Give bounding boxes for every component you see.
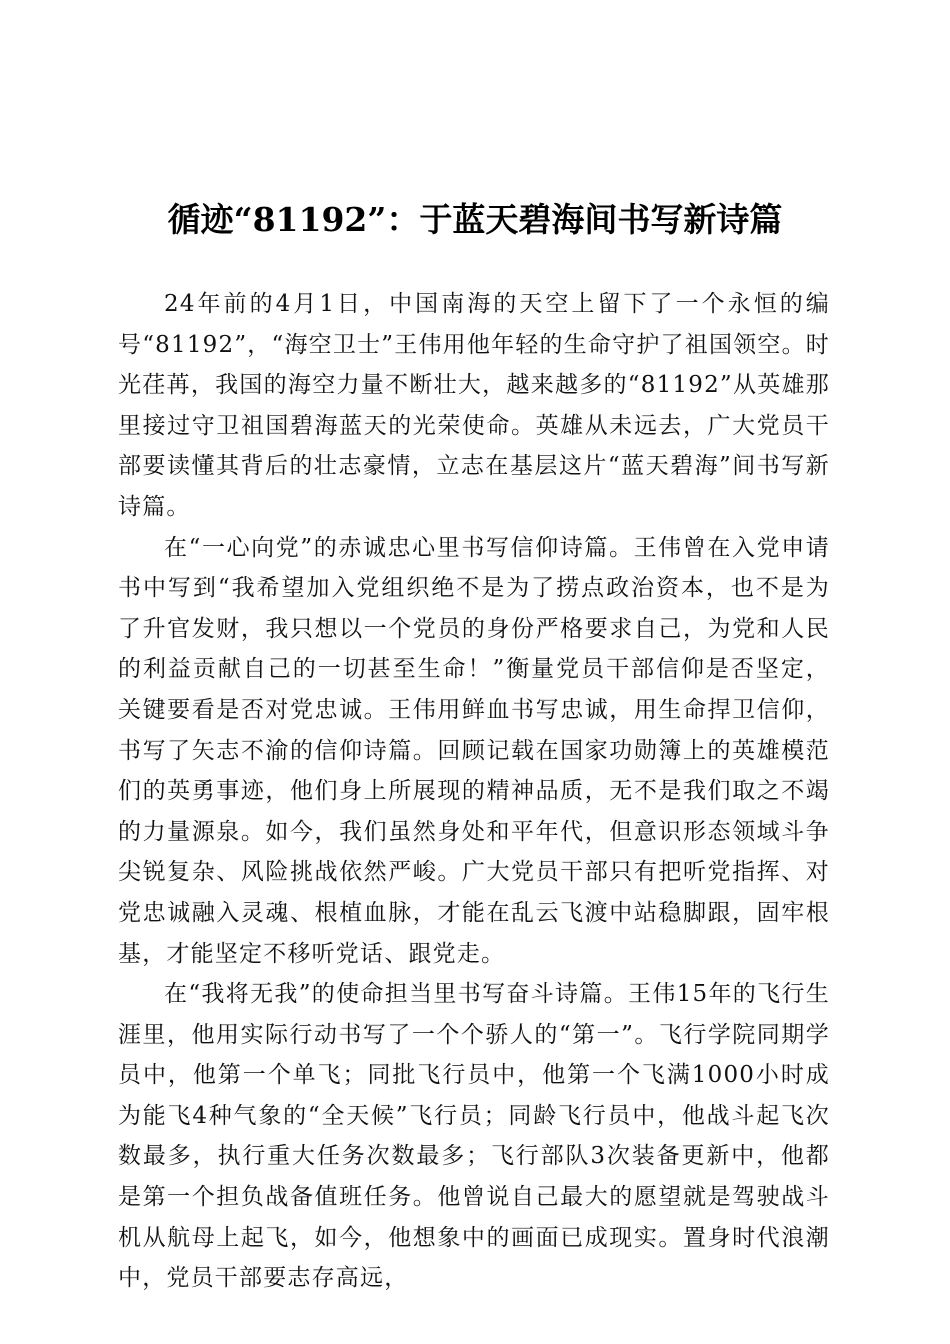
paragraph-mission: 在“我将无我”的使命担当里书写奋斗诗篇。王伟15年的飞行生涯里，他用实际行动书写了一个个骄人的“第一”。飞行学院同期学员中，他第一个单飞；同批飞行员中，他第一个飞满1000小时成为能飞4种气象的“全天候”飞行员；同龄飞行员中，他战斗起飞次数最多，执行重大任务次数最多；飞行部队3次装备更新中，他都是第一个担负战备值班任务。他曾说自己最大的愿望就是驾驶战斗机从航母上起飞，如今，他想象中的画面已成现实。置身时代浪潮中，党员干部要志存高远， <box>118 981 830 1292</box>
paragraph-faith: 在“一心向党”的赤诚忠心里书写信仰诗篇。王伟曾在入党申请书中写到“我希望加入党组织绝不是为了捞点政治资本，也不是为了升官发财，我只想以一个党员的身份严格要求自己，为党和人民的利益贡献自己的一切甚至生命！”衡量党员干部信仰是否坚定，关键要看是否对党忠诚。王伟用鲜血书写忠诚，用生命捍卫信仰，书写了矢志不渝的信仰诗篇。回顾记载在国家功勋簿上的英雄模范们的英勇事迹，他们身上所展现的精神品质，无不是我们取之不竭的力量源泉。如今，我们虽然身处和平年代，但意识形态领域斗争尖锐复杂、风险挑战依然严峻。广大党员干部只有把听党指挥、对党忠诚融入灵魂、根植血脉，才能在乱云飞渡中站稳脚跟，固牢根基，才能坚定不移听党话、跟党走。 <box>118 534 830 967</box>
paragraph-intro: 24年前的4月1日，中国南海的天空上留下了一个永恒的编号“81192”，“海空卫士”王伟用他年轻的生命守护了祖国领空。时光荏苒，我国的海空力量不断壮大，越来越多的“81192”从英雄那里接过守卫祖国碧海蓝天的光荣使命。英雄从未远去，广大党员干部要读懂其背后的壮志豪情，立志在基层这片“蓝天碧海”间书写新诗篇。 <box>118 291 830 520</box>
document-title: 循迹“81192”：于蓝天碧海间书写新诗篇 <box>167 200 783 239</box>
document-body <box>118 284 830 1299</box>
